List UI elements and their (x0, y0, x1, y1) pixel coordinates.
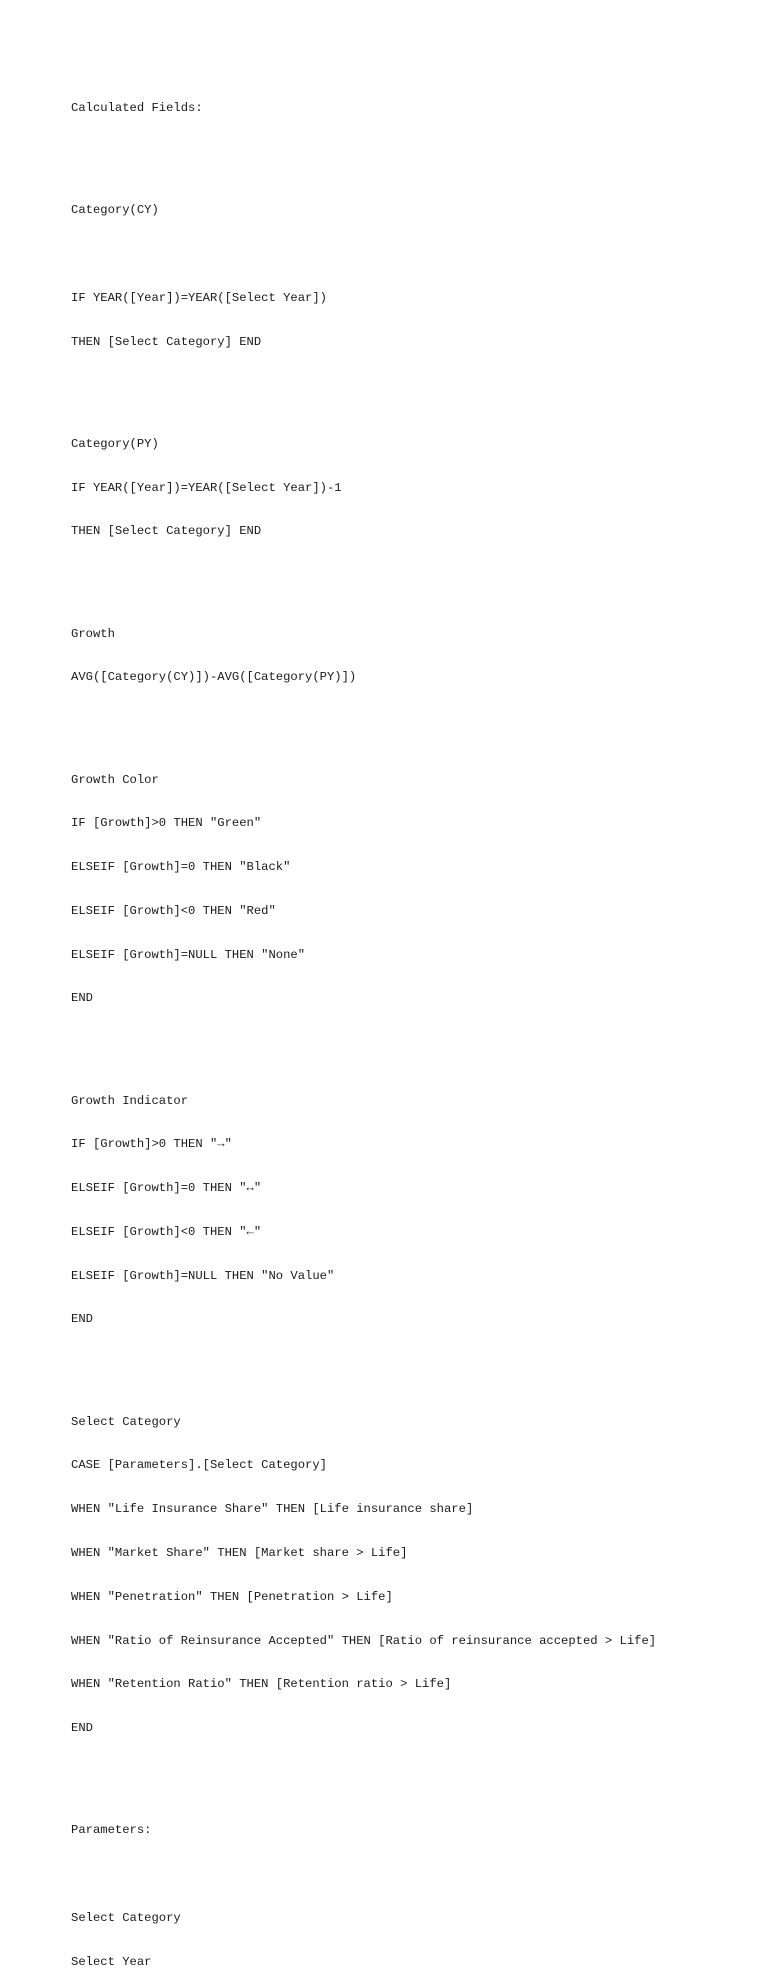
code-line: END (71, 991, 93, 1006)
parameter-select-year: Select Year (71, 1954, 152, 1969)
code-line: THEN [Select Category] END (71, 524, 262, 539)
code-line: WHEN "Ratio of Reinsurance Accepted" THEN [Ratio of reinsurance accepted > Life] (71, 1633, 657, 1648)
field-name-growth-indicator: Growth Indicator (71, 1093, 189, 1108)
parameter-select-category: Select Category (71, 1910, 181, 1925)
spacer (71, 1765, 761, 1780)
code-line: END (71, 1721, 93, 1736)
spacer (71, 145, 761, 160)
code-line: ELSEIF [Growth]=NULL THEN "No Value" (71, 1268, 335, 1283)
document-body (71, 72, 761, 1984)
code-line: WHEN "Retention Ratio" THEN [Retention ratio > Life] (71, 1677, 452, 1692)
code-line: IF [Growth]>0 THEN "→" (71, 1137, 232, 1152)
field-name-growth-color: Growth Color (71, 772, 159, 787)
field-name-category-py: Category(PY) (71, 436, 159, 451)
field-name-growth: Growth (71, 626, 115, 641)
code-line: IF [Growth]>0 THEN "Green" (71, 816, 262, 831)
field-name-select-category: Select Category (71, 1414, 181, 1429)
spacer (71, 378, 761, 393)
code-line: END (71, 1312, 93, 1327)
code-line: AVG([Category(CY)])-AVG([Category(PY)]) (71, 670, 357, 685)
spacer (71, 1035, 761, 1050)
code-line: CASE [Parameters].[Select Category] (71, 1458, 327, 1473)
code-line: IF YEAR([Year])=YEAR([Select Year]) (71, 290, 327, 305)
code-line: THEN [Select Category] END (71, 334, 262, 349)
code-line: WHEN "Life Insurance Share" THEN [Life insurance share] (71, 1502, 474, 1517)
code-line: ELSEIF [Growth]<0 THEN "Red" (71, 903, 276, 918)
code-line: ELSEIF [Growth]<0 THEN "←" (71, 1224, 262, 1239)
calculated-fields-heading: Calculated Fields: (71, 101, 203, 116)
spacer (71, 1867, 761, 1882)
field-name-category-cy: Category(CY) (71, 203, 159, 218)
code-line: ELSEIF [Growth]=0 THEN "↔" (71, 1181, 262, 1196)
parameters-heading: Parameters: (71, 1823, 152, 1838)
spacer (71, 714, 761, 729)
spacer (71, 1356, 761, 1371)
code-line: ELSEIF [Growth]=0 THEN "Black" (71, 860, 291, 875)
spacer (71, 568, 761, 583)
code-line: WHEN "Market Share" THEN [Market share > Life] (71, 1545, 408, 1560)
code-line: ELSEIF [Growth]=NULL THEN "None" (71, 947, 306, 962)
code-line: WHEN "Penetration" THEN [Penetration > Life] (71, 1589, 393, 1604)
code-line: IF YEAR([Year])=YEAR([Select Year])-1 (71, 480, 342, 495)
spacer (71, 247, 761, 262)
